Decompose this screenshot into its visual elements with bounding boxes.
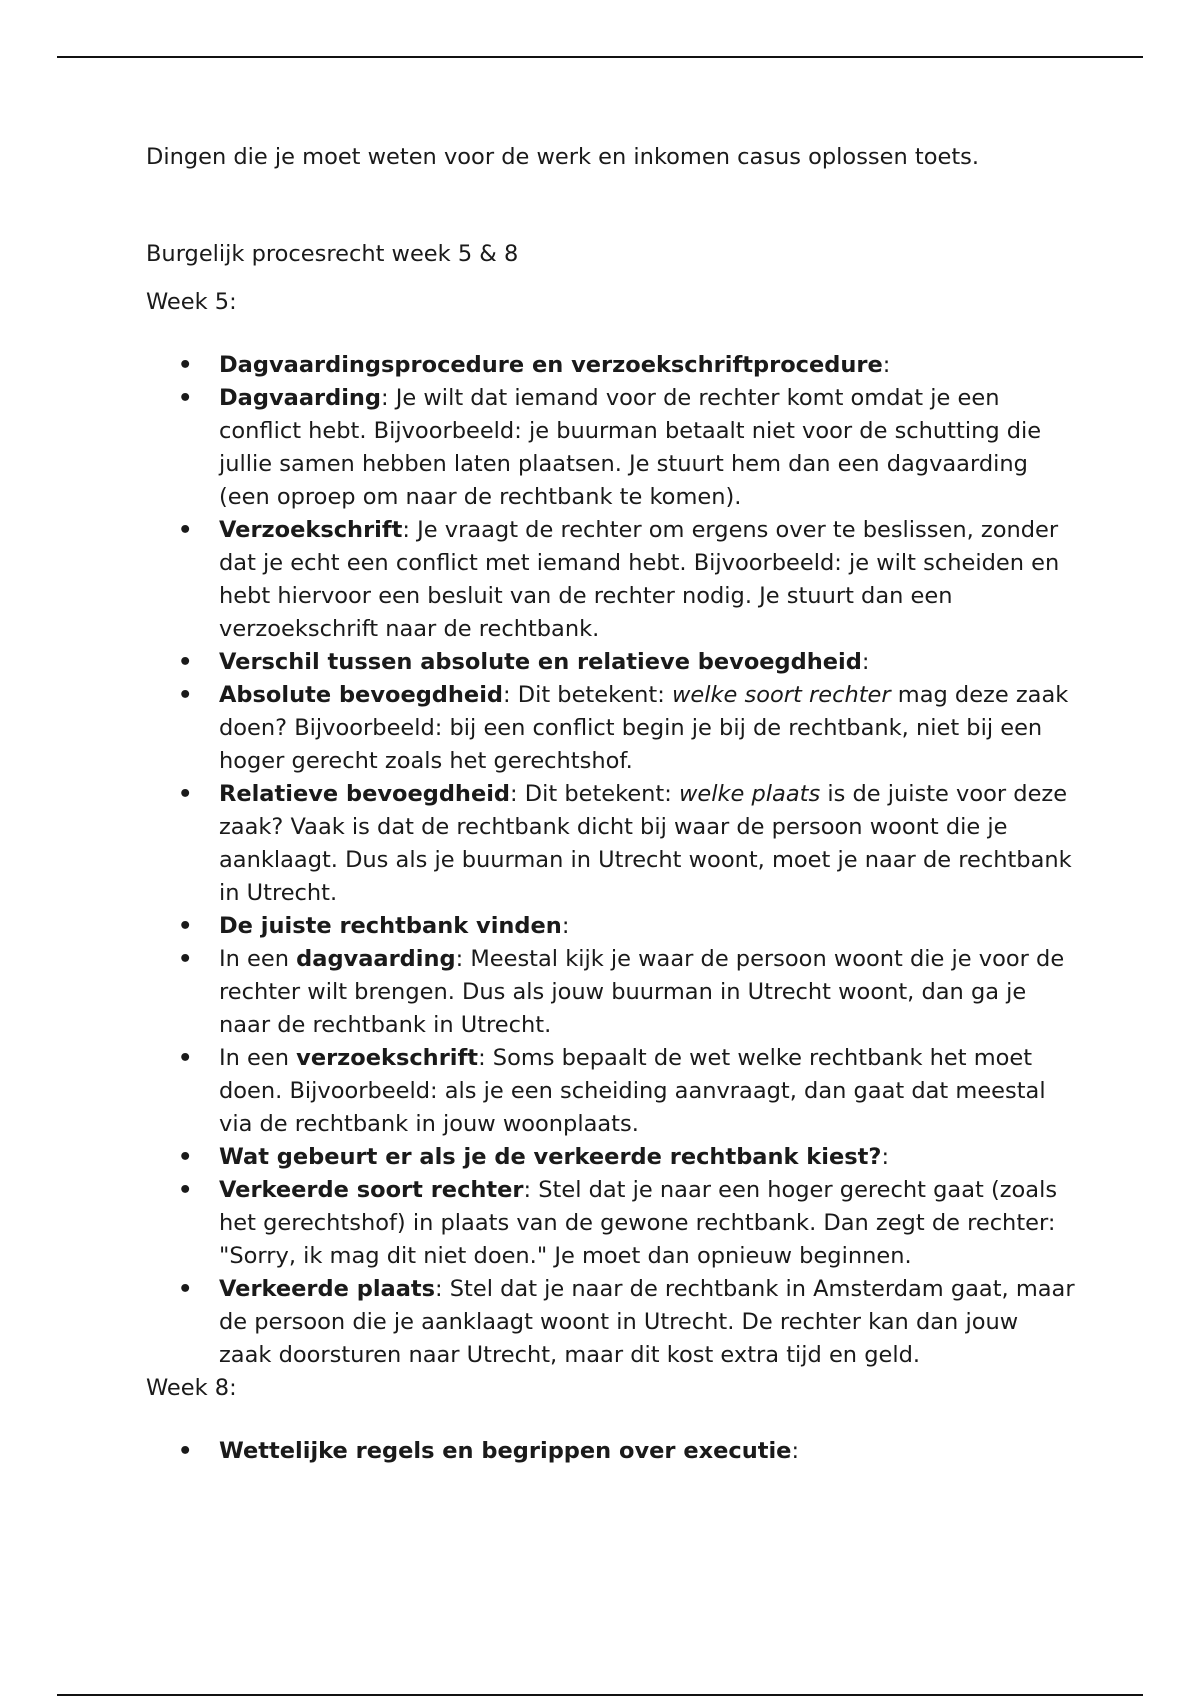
list-item: • Verkeerde plaats: Stel dat je naar de rechtbank in Amsterdam gaat, maar de persoon die je aanklaagt woont in Utrecht. De rechter kan dan jouw zaak doorsturen naar Utrecht, maar dit kost extra tijd en geld. [146,1273,1076,1372]
list-item: • Wat gebeurt er als je de verkeerde rechtbank kiest?: [146,1141,1076,1174]
list-item: • In een verzoekschrift: Soms bepaalt de wet welke rechtbank het moet doen. Bijvoorbeeld: als je een scheiding aanvraagt, dan gaat dat meestal via de rechtbank in jouw woonplaats. [146,1042,1076,1141]
week-5-list [146,349,1076,1372]
week-8-heading: Week 8: [146,1375,237,1401]
list-item: • Verzoekschrift: Je vraagt de rechter om ergens over te beslissen, zonder dat je echt een conflict met iemand hebt. Bijvoorbeeld: je wilt scheiden en hebt hiervoor een besluit van de rechter nodig. Je stuurt dan een verzoekschrift naar de rechtbank. [146,514,1076,646]
section-title: Burgelijk procesrecht week 5 & 8 [146,241,519,267]
list-item: • Verschil tussen absolute en relatieve bevoegdheid: [146,646,1076,679]
list-item: • Wettelijke regels en begrippen over executie: [146,1435,1076,1468]
week-5-heading: Week 5: [146,289,237,315]
header-rule [57,56,1143,58]
list-item: • Dagvaardingsprocedure en verzoekschriftprocedure: [146,349,1076,382]
list-item: • De juiste rechtbank vinden: [146,910,1076,943]
week-8-list [146,1435,1076,1468]
list-item: • Absolute bevoegdheid: Dit betekent: welke soort rechter mag deze zaak doen? Bijvoorbeeld: bij een conflict begin je bij de rechtbank, niet bij een hoger gerecht zoals het gerechtshof. [146,679,1076,778]
footer-rule [57,1694,1143,1696]
list-item: • Relatieve bevoegdheid: Dit betekent: welke plaats is de juiste voor deze zaak? Vaak is dat de rechtbank dicht bij waar de persoon woont die je aanklaagt. Dus als je buurman in Utrecht woont, moet je naar de rechtbank in Utrecht. [146,778,1076,910]
list-item: • Verkeerde soort rechter: Stel dat je naar een hoger gerecht gaat (zoals het gerechtshof) in plaats van de gewone rechtbank. Dan zegt de rechter: "Sorry, ik mag dit niet doen." Je moet dan opnieuw beginnen. [146,1174,1076,1273]
intro-paragraph: Dingen die je moet weten voor de werk en inkomen casus oplossen toets. [146,144,980,170]
list-item: • Dagvaarding: Je wilt dat iemand voor de rechter komt omdat je een conflict hebt. Bijvoorbeeld: je buurman betaalt niet voor de schutting die jullie samen hebben laten plaatsen. Je stuurt hem dan een dagvaarding (een oproep om naar de rechtbank te komen). [146,382,1076,514]
list-item: • In een dagvaarding: Meestal kijk je waar de persoon woont die je voor de rechter wilt brengen. Dus als jouw buurman in Utrecht woont, dan ga je naar de rechtbank in Utrecht. [146,943,1076,1042]
document-body [146,141,1076,1468]
